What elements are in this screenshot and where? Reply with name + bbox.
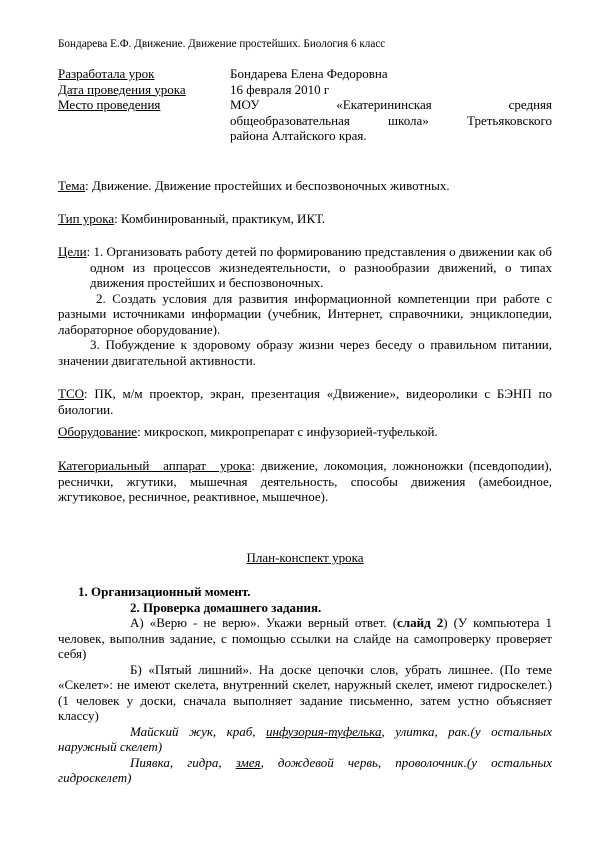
chain-2-odd: змея xyxy=(235,754,261,770)
topic xyxy=(58,178,552,194)
task-a xyxy=(58,615,552,662)
info-row-author xyxy=(58,66,552,82)
lesson-type-label: Тип урока xyxy=(58,211,115,226)
goal-2: 2. Создать условия для развития информационной компетенции при работе с разными источниками информации (учебник, Интернет, справочники, энциклопедии, лабораторное оборудование). xyxy=(58,290,552,337)
task-a-before: А) «Верю - не верю». Укажи верный ответ. ( xyxy=(130,615,398,630)
topic-text: : Движение. Движение простейших и беспозвоночных животных. xyxy=(85,178,450,193)
tso-label: ТСО xyxy=(58,386,84,401)
task-b: Б) «Пятый лишний». На доске цепочки слов, убрать лишнее. (По теме «Скелет»: не имеют скелета, внутренний скелет, наружный скелет, имеют гидроскелет.) (1 человек у доски, сначала выполняет задание письменно, затем устно объясняет классу) xyxy=(58,661,552,723)
categorical-label: Категориальный аппарат урока xyxy=(58,458,252,473)
info-row-place xyxy=(58,97,552,144)
plan-title-text: План-конспект урока xyxy=(246,550,364,565)
date-label: Дата проведения урока xyxy=(58,81,186,97)
lesson-type xyxy=(58,211,552,227)
chain-2-before: Пиявка, гидра, xyxy=(130,754,236,770)
place-value xyxy=(230,97,552,144)
chain-2-after: , дождевой червь, проволочник.(у остальных гидроскелет) xyxy=(58,754,552,785)
chain-1 xyxy=(58,724,552,755)
page-header: Бондарева Е.Ф. Движение. Движение простейших. Биология 6 класс xyxy=(58,38,386,50)
chain-1-odd: инфузория-туфелька xyxy=(266,723,382,739)
topic-label: Тема xyxy=(58,178,86,193)
author-value: Бондарева Елена Федоровна xyxy=(230,66,388,81)
place-label: Место проведения xyxy=(58,97,161,112)
place-line-2: общеобразовательная школа» Третьяковского xyxy=(230,112,552,128)
goal-1-text: : 1. Организовать работу детей по формированию представления о движении как об одном из процессов жизнедеятельности, о разнообразии движений, о типах движения простейших и беспозвоночных. xyxy=(86,244,552,290)
plan-title xyxy=(58,550,552,566)
date-value: 16 февраля 2010 г xyxy=(230,81,330,97)
chain-2 xyxy=(58,755,552,786)
goal-3: 3. Побуждение к здоровому образу жизни через беседу о правильном питании, значении двигательной активности. xyxy=(58,337,552,368)
equipment-text: : микроскоп, микропрепарат с инфузорией-туфелькой. xyxy=(137,424,438,439)
tso xyxy=(58,386,552,417)
task-a-after: ) (У компьютера 1 человек, выполнив задание, с помощью ссылки на слайде на самопроверку проверяет себя) xyxy=(58,615,552,661)
lesson-info xyxy=(58,66,552,144)
categorical-text: : движение, локомоция, ложноножки (псевдоподии), реснички, жгутики, мышечная деятельность, способы движения (амебоидное, жгутиковое, ресничное, реактивное, мышечное). xyxy=(58,458,552,504)
lesson-type-text: : Комбинированный, практикум, ИКТ. xyxy=(114,211,326,226)
categorical-apparatus xyxy=(58,458,552,505)
task-a-slide: слайд 2 xyxy=(397,615,444,630)
info-row-date xyxy=(58,82,552,98)
equipment-label: Оборудование xyxy=(58,424,138,439)
place-line-3: района Алтайского края. xyxy=(230,128,367,143)
chain-1-before: Майский жук, краб, xyxy=(130,723,266,739)
tso-text: : ПК, м/м проектор, экран, презентация «Движение», видеоролики с БЭНП по биологии. xyxy=(58,386,552,417)
goals-label: Цели xyxy=(58,244,87,259)
section-2: 2. Проверка домашнего задания. xyxy=(130,599,322,615)
goal-1 xyxy=(58,244,552,291)
author-label: Разработала урок xyxy=(58,66,155,81)
equipment xyxy=(58,424,552,440)
plan-body xyxy=(58,584,552,786)
section-1: 1. Организационный момент. xyxy=(78,584,251,599)
goals xyxy=(58,244,552,368)
chain-1-after: , улитка, рак.(у остальных наружный скелет) xyxy=(58,723,553,754)
place-line-1: МОУ «Екатерининская средняя xyxy=(230,97,552,112)
